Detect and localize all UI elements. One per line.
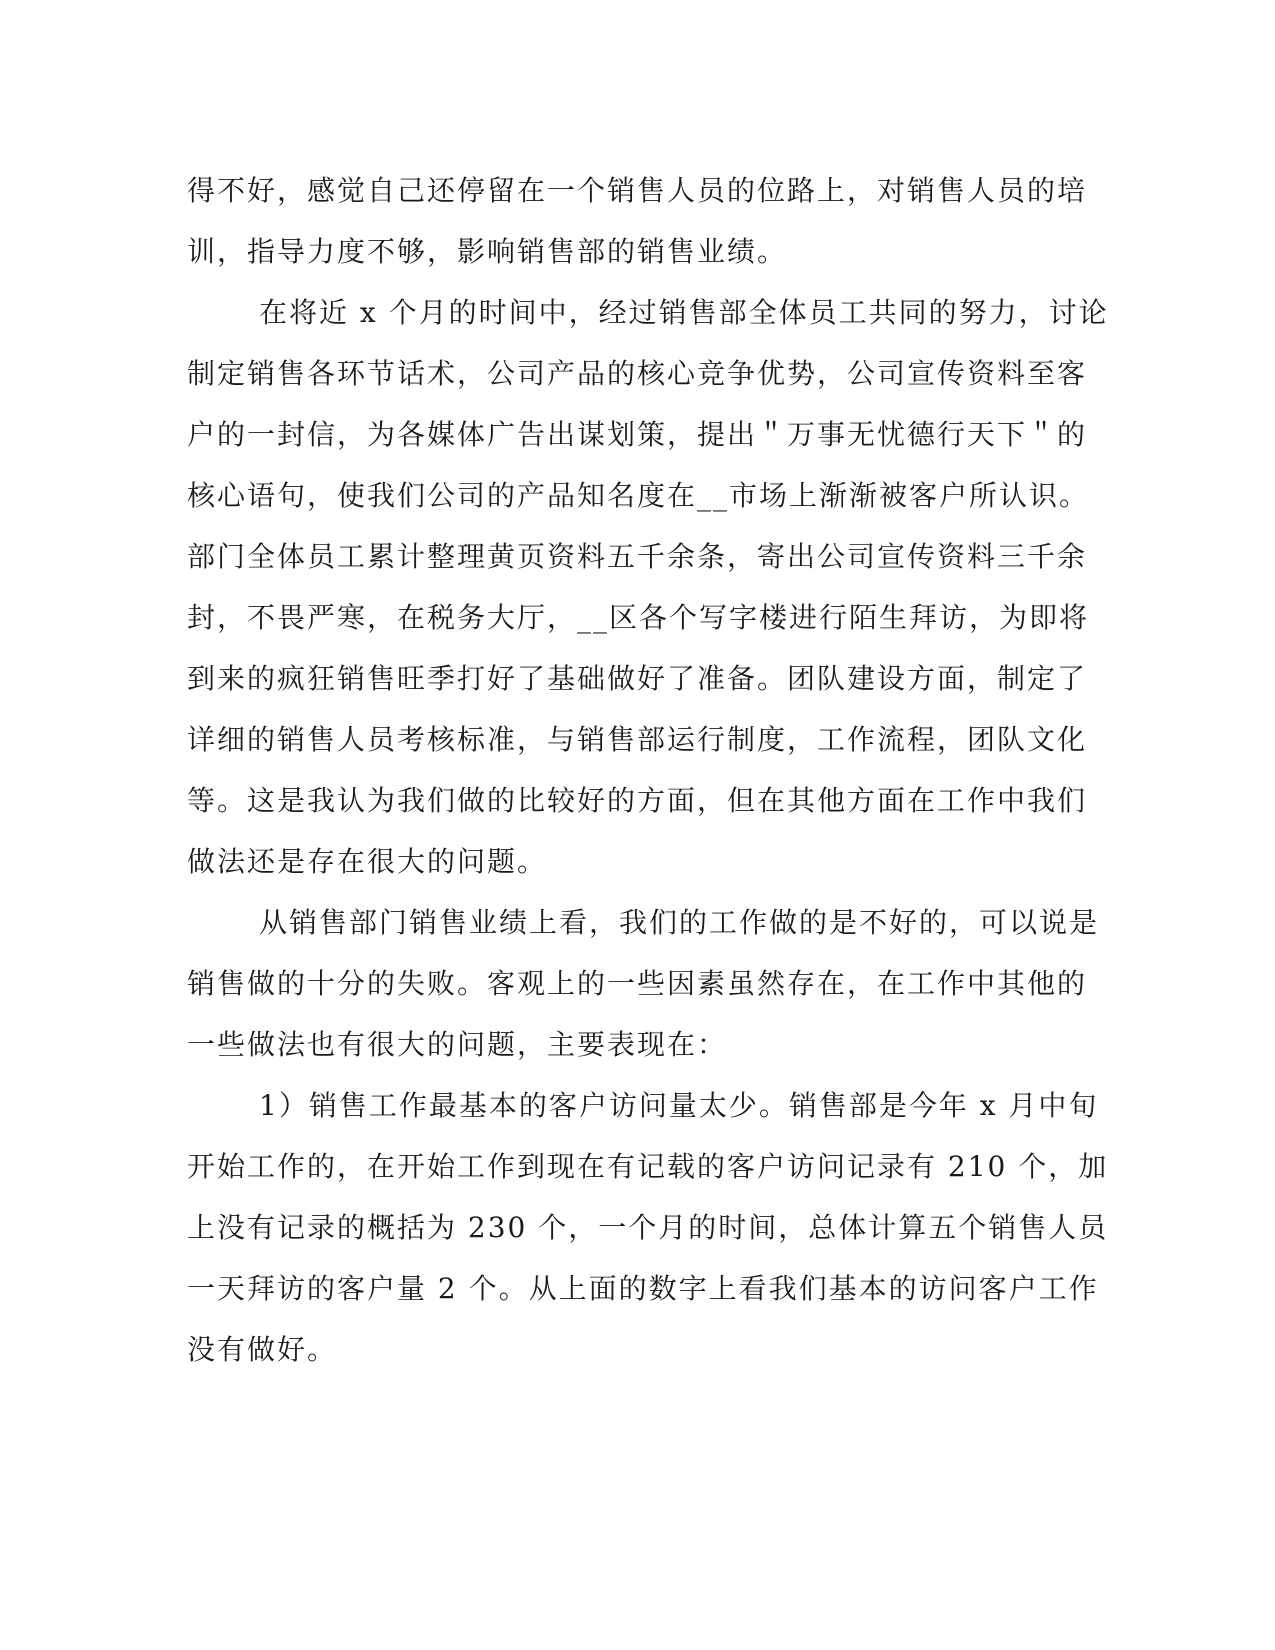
paragraph-first-line: 1）销售工作最基本的客户访问量太少。销售部是今年 x 月中旬	[259, 1089, 1099, 1122]
text-line: 详细的销售人员考核标准，与销售部运行制度，工作流程，团队文化	[187, 723, 1088, 756]
text-line: 训，指导力度不够，影响销售部的销售业绩。	[187, 235, 788, 268]
text-line: 一些做法也有很大的问题，主要表现在：	[187, 1028, 728, 1061]
text-line: 核心语句，使我们公司的产品知名度在__市场上渐渐被客户所认识。	[187, 479, 1090, 512]
text-line: 封，不畏严寒，在税务大厅，__区各个写字楼进行陌生拜访，为即将	[187, 601, 1090, 634]
paragraph-first-line: 从销售部门销售业绩上看，我们的工作做的是不好的，可以说是	[259, 906, 1100, 939]
document-body	[187, 160, 1109, 1380]
text-line: 一天拜访的客户量 2 个。从上面的数字上看我们基本的访问客户工作	[187, 1272, 1099, 1305]
text-line: 等。这是我认为我们做的比较好的方面，但在其他方面在工作中我们	[187, 784, 1088, 817]
text-line: 到来的疯狂销售旺季打好了基础做好了准备。团队建设方面，制定了	[187, 662, 1088, 695]
text-line: 得不好，感觉自己还停留在一个销售人员的位路上，对销售人员的培	[187, 174, 1088, 207]
paragraph-first-line: 在将近 x 个月的时间中，经过销售部全体员工共同的努力，讨论	[259, 296, 1109, 329]
text-line: 开始工作的，在开始工作到现在有记载的客户访问记录有 210 个，加	[187, 1150, 1109, 1183]
text-line: 制定销售各环节话术，公司产品的核心竞争优势，公司宣传资料至客	[187, 357, 1088, 390]
text-line: 销售做的十分的失败。客观上的一些因素虽然存在，在工作中其他的	[187, 967, 1088, 1000]
text-line: 做法还是存在很大的问题。	[187, 845, 548, 878]
text-line: 部门全体员工累计整理黄页资料五千余条，寄出公司宣传资料三千余	[187, 540, 1088, 573]
text-line: 户的一封信，为各媒体广告出谋划策，提出＂万事无忧德行天下＂的	[187, 418, 1088, 451]
text-line: 没有做好。	[187, 1333, 338, 1366]
text-line: 上没有记录的概括为 230 个，一个月的时间，总体计算五个销售人员	[187, 1211, 1109, 1244]
